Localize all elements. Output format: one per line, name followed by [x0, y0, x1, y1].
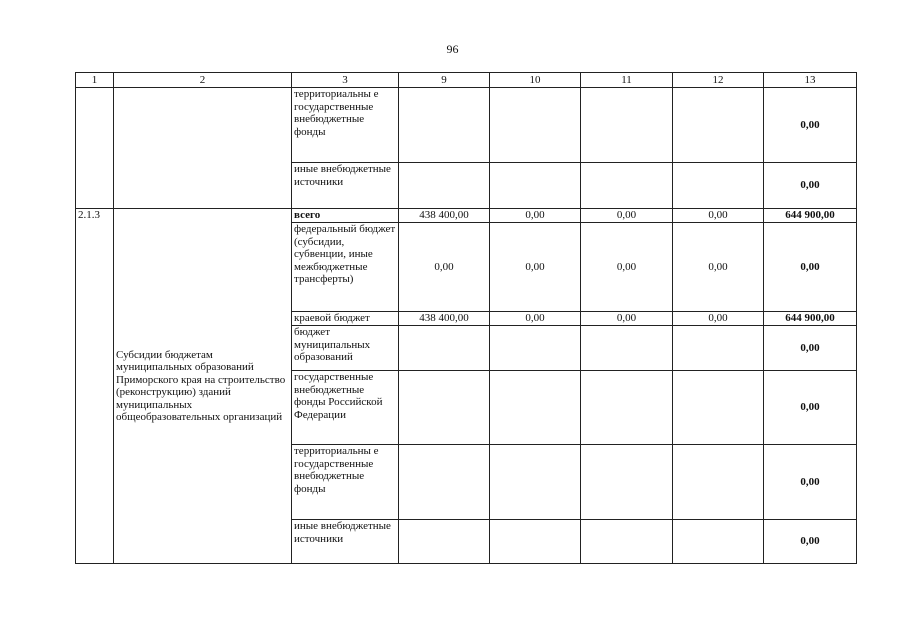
- header-col-3: 3: [292, 73, 399, 88]
- value-cell: 438 400,00: [399, 209, 490, 223]
- source-cell: иные внебюджетные источники: [292, 520, 399, 564]
- header-row: [76, 73, 857, 88]
- header-col-2: 2: [114, 73, 292, 88]
- total-cell: 0,00: [764, 371, 857, 445]
- continued-number-cell: [76, 88, 114, 209]
- item-description: Субсидии бюджетам муниципальных образований Приморского края на строительство (реконструкцию) зданий муниципальных общеобразовательных организаций: [114, 209, 292, 564]
- value-cell: 0,00: [673, 209, 764, 223]
- header-col-12: 12: [673, 73, 764, 88]
- total-cell: 0,00: [764, 163, 857, 209]
- source-cell: государственные внебюджетные фонды Российской Федерации: [292, 371, 399, 445]
- source-cell: бюджет муниципальных образований: [292, 326, 399, 371]
- value-cell: 0,00: [673, 312, 764, 326]
- value-cell: 0,00: [581, 223, 673, 312]
- header-col-13: 13: [764, 73, 857, 88]
- value-cell: 0,00: [490, 312, 581, 326]
- header-col-9: 9: [399, 73, 490, 88]
- source-cell: иные внебюджетные источники: [292, 163, 399, 209]
- item-number: 2.1.3: [76, 209, 114, 564]
- total-cell: 0,00: [764, 88, 857, 163]
- continued-description-cell: [114, 88, 292, 209]
- total-cell: 0,00: [764, 326, 857, 371]
- source-cell: территориальны е государственные внебюджетные фонды: [292, 88, 399, 163]
- value-cell: 0,00: [490, 223, 581, 312]
- total-cell: 644 900,00: [764, 209, 857, 223]
- source-cell: территориальны е государственные внебюджетные фонды: [292, 445, 399, 520]
- value-cell: 438 400,00: [399, 312, 490, 326]
- table-row: [76, 88, 857, 163]
- header-col-1: 1: [76, 73, 114, 88]
- total-cell: 644 900,00: [764, 312, 857, 326]
- total-cell: 0,00: [764, 223, 857, 312]
- source-cell: федеральный бюджет (субсидии, субвенции, иные межбюджетные трансферты): [292, 223, 399, 312]
- total-cell: 0,00: [764, 445, 857, 520]
- source-cell: краевой бюджет: [292, 312, 399, 326]
- value-cell: 0,00: [399, 223, 490, 312]
- value-cell: 0,00: [490, 209, 581, 223]
- header-col-10: 10: [490, 73, 581, 88]
- value-cell: 0,00: [581, 209, 673, 223]
- value-cell: 0,00: [673, 223, 764, 312]
- budget-table: [75, 72, 857, 564]
- total-cell: 0,00: [764, 520, 857, 564]
- page-number: 96: [446, 42, 459, 56]
- source-cell: всего: [292, 209, 399, 223]
- header-col-11: 11: [581, 73, 673, 88]
- table-row: [76, 209, 857, 223]
- value-cell: 0,00: [581, 312, 673, 326]
